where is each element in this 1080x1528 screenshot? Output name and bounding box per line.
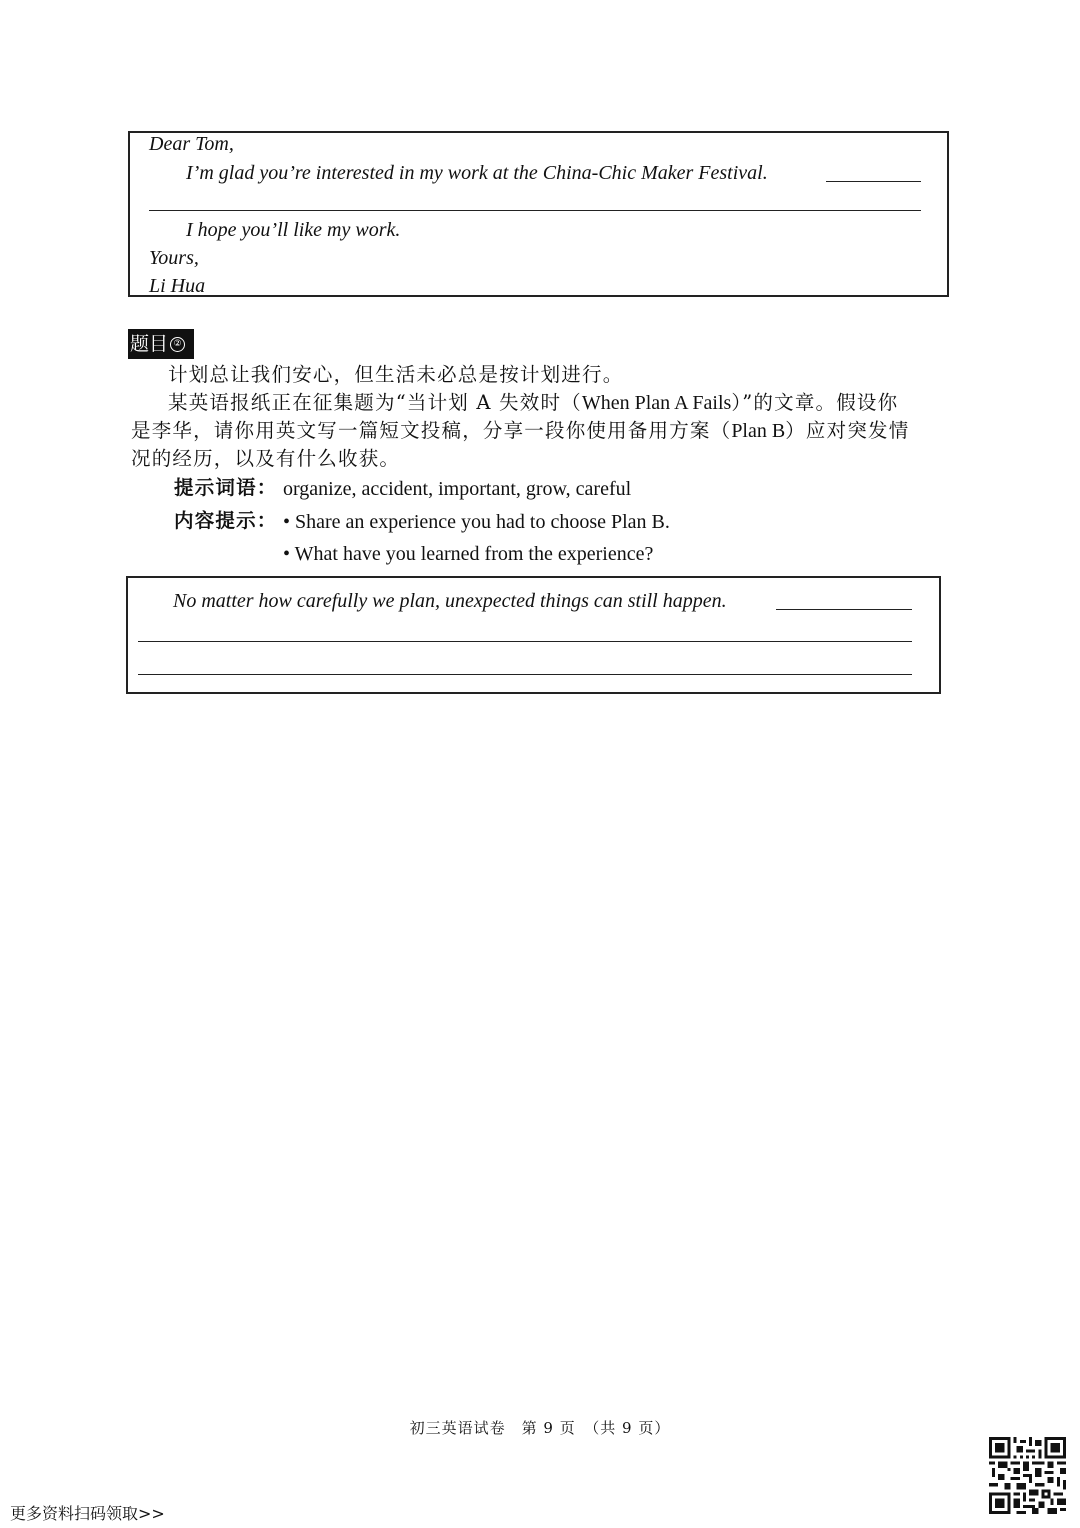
qr-code-icon[interactable] (989, 1437, 1066, 1514)
question-para-2 (131, 417, 909, 445)
answer-blank-2[interactable] (149, 210, 921, 211)
hint-words: organize, accident, important, grow, careful (283, 478, 632, 500)
content-hint-bullet-2: • What have you learned from the experience? (283, 543, 654, 565)
answer-blank-1[interactable] (826, 181, 921, 182)
answer-opening: No matter how carefully we plan, unexpected things can still happen. (173, 590, 727, 612)
answer-blank-3[interactable] (776, 609, 912, 610)
question-para-1 (168, 389, 898, 417)
para-1-text-a: 某英语报纸正在征集题为“当计划 A 失效时（ (168, 391, 582, 414)
question-intro: 计划总让我们安心，但生活未必总是按计划进行。 (168, 363, 624, 386)
question-tag-label: 题目 (130, 333, 169, 355)
para-2-text-b: ）应对突发情 (785, 419, 910, 442)
answer-blank-5[interactable] (138, 674, 912, 675)
letter-line-1: I’m glad you’re interested in my work at the China-Chic Maker Festival. (186, 162, 768, 184)
more-resources-link[interactable]: 更多资料扫码领取>> (10, 1504, 165, 1523)
para-2-text-a: 是李华，请你用英文写一篇短文投稿，分享一段你使用备用方案（ (131, 419, 732, 442)
question-number-icon: ② (170, 337, 185, 352)
question-para-3: 况的经历，以及有什么收获。 (131, 447, 401, 470)
question-tag (128, 329, 194, 359)
letter-box (128, 131, 949, 297)
letter-line-2: I hope you’ll like my work. (186, 219, 401, 241)
letter-closing: Yours, (149, 247, 199, 269)
letter-greeting: Dear Tom, (149, 133, 234, 155)
content-hint-label: 内容提示： (174, 509, 278, 532)
letter-signature: Li Hua (149, 275, 206, 297)
content-hint-bullet-1: • Share an experience you had to choose Plan B. (283, 511, 670, 533)
para-1-text-b: ）”的文章。假设你 (731, 391, 899, 414)
hint-words-label: 提示词语： (174, 476, 278, 499)
page-footer: 初三英语试卷 第 9 页 （共 9 页） (409, 1419, 671, 1437)
answer-blank-4[interactable] (138, 641, 912, 642)
para-1-title-en: When Plan A Fails (581, 392, 732, 414)
para-2-plan-b: Plan B (731, 420, 786, 442)
